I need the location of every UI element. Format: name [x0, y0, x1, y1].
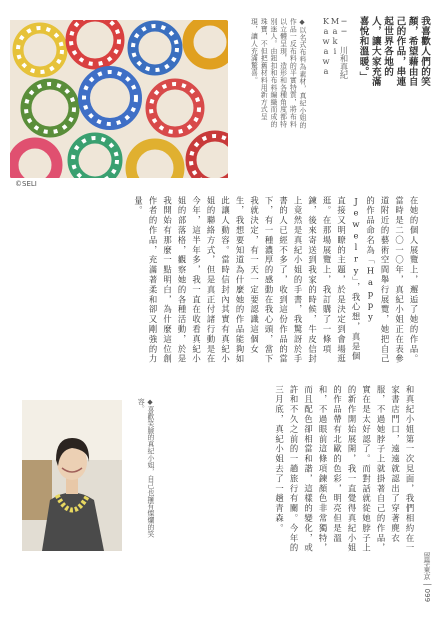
quote-author: ── 川和真紀 Maki Kawawa	[321, 16, 349, 80]
page-folio: 留學東京 │ 099	[423, 552, 431, 603]
article-body-lower: 和真紀小姐第一次見面，我們相約在一家書店門口，遠遠就認出了穿著麂衣服，不過她脖子上就掛著自己的作品，實在是太好認了。而對話就從她脖子上的新作開始展開，我一直覺得真紀小姐的作品帶有北歐的色彩，明亮但是溫和，不過眼前這條項鍊顏色非常獨特，而且配色卻相當和諧，這樣的變化，或許和不久之前的一趟旅行有關。今年的三月底，真紀小姐去了一趟青森。	[274, 385, 415, 554]
jewelry-beads-illustration	[10, 20, 228, 178]
photo-credit: ©SELI	[15, 180, 37, 188]
photo-caption-bottom: ◆喜歡笑臉的真紀小姐，自己也擁有燦爛的笑容。	[136, 398, 154, 538]
pull-quote: 我喜歡人們的笑顏，希望藉由自己的作品，串連起世界各地的人，讓大家充滿喜悅和溫暖。」	[357, 16, 430, 87]
article-body-main: 在她的個人展覽上，邂逅了她的作品。當時是二〇一〇年，真紀小姐正在表參道附近的藝術空間舉行展覽，她把自己的作品命名為「Happy Jewelry」，我心想，真是個直接又明瞭的主題，於是決定到會場逛逛。在那場展覽上，我訂購了一條項鍊，後來寄送到我家的時候，牛皮信封上竟然是真紀小姐的手書，我驚訝於手書的人已經不多了，收到這份作品的當下，有一種濃厚的感動在我心頭，當下我就決定，有一天一定要認識這個女生，我想要知道為什麼她的作品能夠如此讓人動容。當時信封內其實有真紀小姐的聯絡方式，但是真正付諸行動是在今年，這半年多，我一直在收看真紀小姐的部落格，觀察她的各種活動，於是我開始有那麼一點明白，為什麼這位創作者的作品，充滿著柔和卻又剛強的力量。	[133, 196, 419, 365]
portrait-illustration	[22, 400, 122, 551]
photo-caption-top: ◆以名式布料為素材，真紀小姐的作品一反布料的平實特質，將布料以立體呈現，造形和各種角度都特別迷人。由鈕扣和布料編織而成的珠寶，不但把舊材料用新方式呈現，讓人充滿驚喜。	[249, 18, 306, 129]
jewelry-photo	[10, 20, 228, 178]
portrait-photo	[22, 400, 122, 551]
